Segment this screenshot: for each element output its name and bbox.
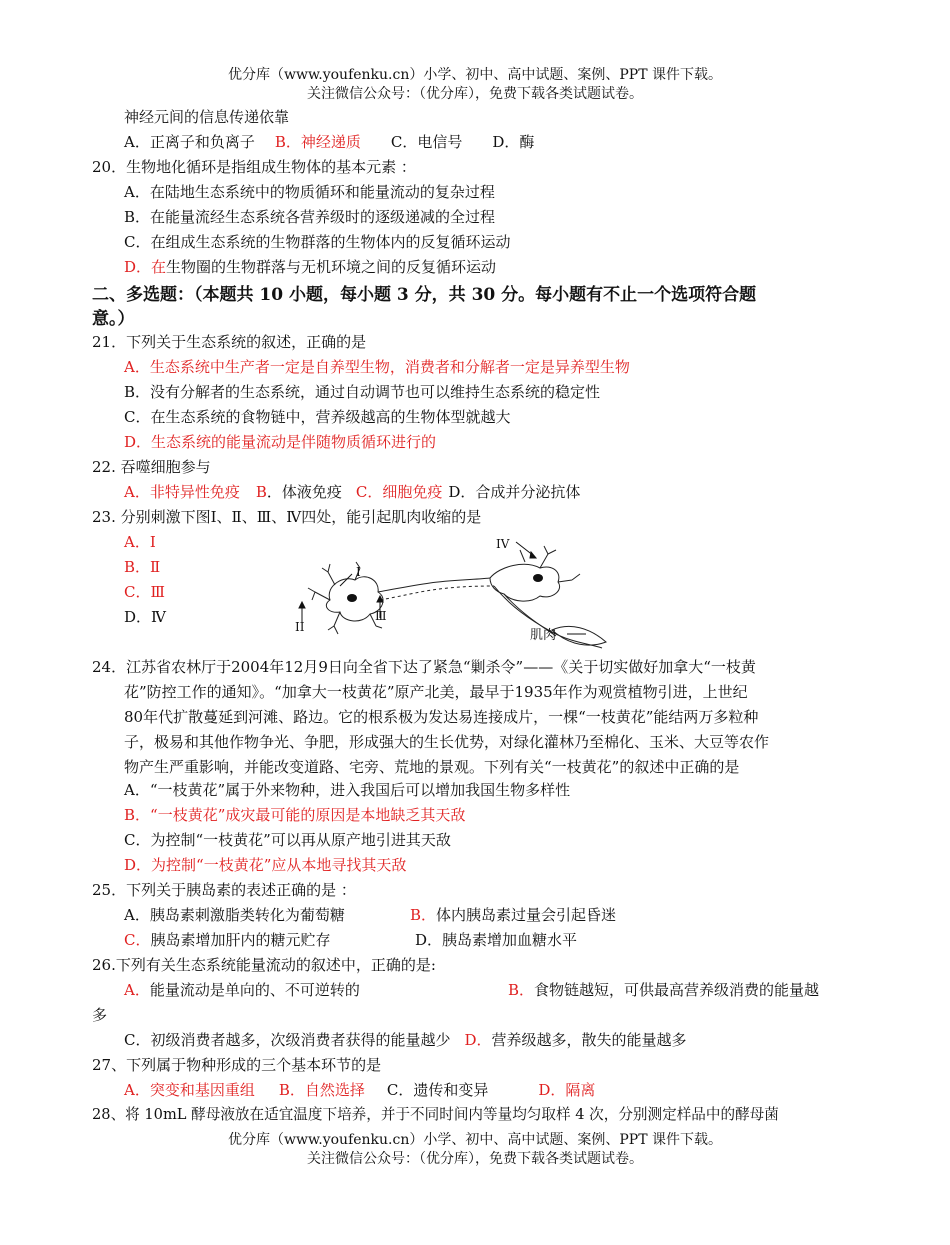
q24-option-c: C．为控制“一枝黄花”可以再从原产地引进其天敌 — [124, 831, 451, 849]
q24-option-d: D．为控制“一枝黄花”应从本地寻找其天敌 — [124, 856, 407, 874]
q26-option-b-wrap: 多 — [92, 1006, 108, 1024]
q24-stem-line-4: 子，极易和其他作物争光、争肥，形成强大的生长优势，对绿化灌林乃至棉化、玉米、大豆等农作 — [124, 733, 770, 751]
neuron-muscle-figure — [290, 530, 620, 655]
q21-option-b: B．没有分解者的生态系统，通过自动调节也可以维持生态系统的稳定性 — [124, 383, 601, 401]
q26-stem: 26.下列有关生态系统能量流动的叙述中，正确的是: — [92, 956, 436, 974]
q21-stem: 21．下列关于生态系统的叙述，正确的是 — [92, 333, 367, 351]
q20-option-d-text: 生物圈的生物群落与无机环境之间的反复循环运动 — [166, 258, 497, 276]
stimulus-arrows — [299, 542, 586, 634]
q27-option-b: B．自然选择 — [278, 1081, 365, 1099]
left-neuron — [308, 562, 383, 634]
q25-stem: 25．下列关于胰岛素的表述正确的是 ： — [92, 881, 356, 899]
label-ii: II — [295, 620, 305, 634]
q22-option-c: C．细胞免疫 — [355, 483, 443, 501]
q25-option-b — [410, 904, 616, 926]
q19-stem: 神经元间的信息传递依靠 — [124, 108, 290, 126]
q19-option-b: B．神经递质 — [274, 133, 361, 151]
left-nucleus — [347, 594, 357, 602]
q26-option-b — [508, 979, 819, 1001]
q19-option-a: A．正离子和负离子 — [124, 133, 255, 151]
q26-option-c-d — [124, 1029, 687, 1051]
q27-options — [124, 1079, 595, 1101]
q22-options — [124, 481, 580, 503]
q21-option-a: A．生态系统中生产者一定是自养型生物，消费者和分解者一定是异养型生物 — [124, 358, 630, 376]
q23-stem: 23. 分别刺激下图Ⅰ、Ⅱ、Ⅲ、Ⅳ四处，能引起肌肉收缩的是 — [92, 508, 482, 526]
q27-option-d: D．隔离 — [538, 1081, 596, 1099]
q24-stem-line-2: 花”防控工作的通知》。“加拿大一枝黄花”原产北美，最早于1935年作为观赏植物引进，上世纪 — [124, 683, 748, 701]
q25-option-b-mark: B． — [410, 906, 437, 924]
q25-option-c-text: 胰岛素增加肝内的糖元贮存 — [150, 931, 331, 949]
q19-option-d: D．酶 — [492, 133, 535, 151]
q27-option-c: C．遗传和变异 — [386, 1081, 489, 1099]
q26-option-a-text: 能量流动是单向的、不可逆转的 — [149, 981, 360, 999]
q27-stem: 27、下列属于物种形成的三个基本环节的是 — [92, 1056, 382, 1074]
q25-option-c — [124, 929, 331, 951]
q21-option-c: C．在生态系统的食物链中，营养级越高的生物体型就越大 — [124, 408, 511, 426]
q26-option-c: C．初级消费者越多，次级消费者获得的能量越少 — [124, 1031, 451, 1049]
q22-option-d: D．合成并分泌抗体 — [448, 483, 581, 501]
q22-option-a: A．非特异性免疫 — [124, 483, 240, 501]
q28-stem: 28、将 10mL 酵母液放在适宜温度下培养，并于不同时间内等量均匀取样 4 次，分别测定样品中的酵母菌 — [92, 1106, 779, 1123]
q24-stem-line-1: 24．江苏省农林厅于2004年12月9日向全省下达了紧急“剿杀令”——《关于切实做好加拿大“一枝黄 — [92, 658, 756, 676]
label-i: I — [356, 565, 361, 579]
q20-stem: 20．生物地化循环是指组成生物体的基本元素 ： — [92, 158, 416, 176]
q20-option-d-mark: D．在 — [124, 258, 167, 276]
q24-stem-line-3: 80年代扩散蔓延到河滩、路边。它的根系极为发达易连接成片，一棵“一枝黄花”能结两万多粒种 — [124, 708, 759, 726]
label-iv: IV — [496, 537, 510, 551]
q26-option-b-text: 食物链越短，可供最高营养级消费的能量越 — [534, 981, 820, 999]
q25-option-a: A．胰岛素刺激脂类转化为葡萄糖 — [124, 906, 345, 924]
q26-option-a-mark: A． — [124, 981, 150, 999]
label-muscle: 肌肉 — [530, 628, 557, 643]
q25-option-c-mark: C． — [124, 931, 151, 949]
q20-option-c: C．在组成生态系统的生物群落的生物体内的反复循环运动 — [124, 233, 511, 251]
q23-option-b: B．Ⅱ — [124, 558, 161, 576]
q22-option-b-text: ．体液免疫 — [266, 483, 342, 501]
q25-option-b-text: 体内胰岛素过量会引起昏迷 — [436, 906, 617, 924]
q19-option-c: C．电信号 — [390, 133, 463, 151]
section-2-heading-line-2: 意。） — [92, 309, 135, 329]
q23-option-a: A．Ⅰ — [124, 533, 156, 551]
footer-line-2: 关注微信公众号：（优分库），免费下载各类试题试卷。 — [307, 1151, 643, 1167]
q24-option-a: A．“一枝黄花”属于外来物种，进入我国后可以增加我国生物多样性 — [124, 781, 571, 799]
q22-option-b-mark: B — [255, 483, 267, 501]
footer-line-1: 优分库（www.youfenku.cn）小学、初中、高中试题、案例、PPT 课件下载。 — [227, 1132, 722, 1148]
q23-option-d: D．Ⅳ — [124, 608, 167, 626]
q24-option-b: B．“一枝黄花”成灾最可能的原因是本地缺乏其天敌 — [124, 806, 466, 824]
q25-option-d: D．胰岛素增加血糖水平 — [415, 931, 578, 949]
neuron-diagram — [290, 530, 620, 655]
q24-stem-line-5: 物产生严重影响，并能改变道路、宅旁、荒地的景观。下列有关“一枝黄花”的叙述中正确的是 — [124, 758, 740, 776]
header-line-1: 优分库（www.youfenku.cn）小学、初中、高中试题、案例、PPT 课件下载。 — [227, 67, 722, 83]
q21-option-d: D．生态系统的能量流动是伴随物质循环进行的 — [124, 433, 437, 451]
q26-option-d-text: 营养级越多，散失的能量越多 — [491, 1031, 687, 1049]
right-nucleus — [533, 574, 543, 582]
q26-option-b-mark: B． — [508, 981, 535, 999]
q23-option-c: C．Ⅲ — [124, 583, 165, 601]
q26-option-d-mark: D． — [464, 1031, 492, 1049]
q20-option-b: B．在能量流经生态系统各营养级时的逐级递减的全过程 — [124, 208, 496, 226]
q26-option-a — [124, 979, 360, 1001]
q20-option-a: A．在陆地生态系统中的物质循环和能量流动的复杂过程 — [124, 183, 495, 201]
q22-stem: 22. 吞噬细胞参与 — [92, 458, 211, 476]
section-2-heading-line-1: 二、多选题：（本题共 10 小题，每小题 3 分，共 30 分。每小题有不止一个选项符合题 — [92, 285, 757, 305]
label-iii: Ⅲ — [375, 609, 387, 623]
q27-option-a: A．突变和基因重组 — [124, 1081, 255, 1099]
q20-option-d — [124, 256, 496, 278]
header-line-2: 关注微信公众号：（优分库），免费下载各类试题试卷。 — [307, 86, 643, 102]
q19-options — [124, 131, 534, 153]
